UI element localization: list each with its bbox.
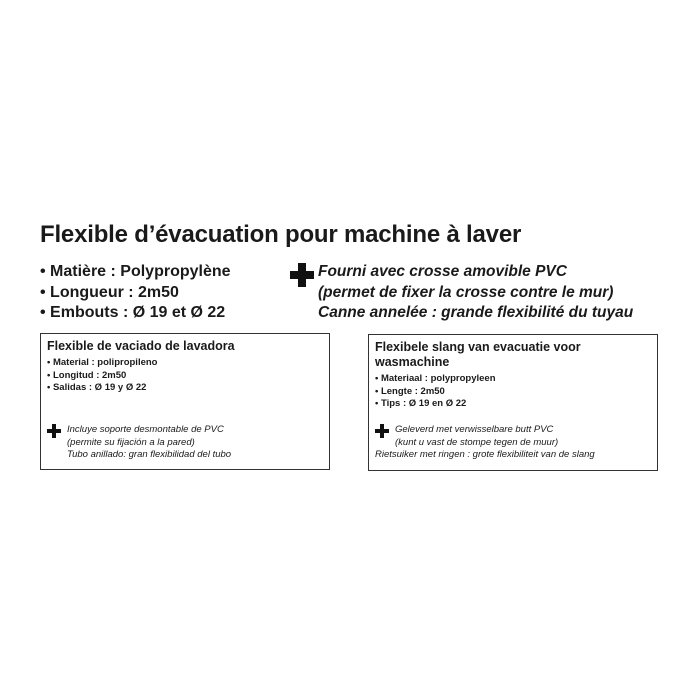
es-notes xyxy=(47,424,231,462)
fr-notes xyxy=(290,262,633,324)
plus-icon xyxy=(375,424,389,438)
es-spec-ends: • Salidas : Ø 19 y Ø 22 xyxy=(47,382,147,393)
nl-note-flexibility: Rietsuiker met ringen : grote flexibiliteit van de slang xyxy=(375,449,595,460)
fr-note-wall: (permet de fixer la crosse contre le mur) xyxy=(318,283,614,301)
nl-spec-ends: • Tips : Ø 19 en Ø 22 xyxy=(375,398,467,409)
page-title: Flexible d’évacuation pour machine à laver xyxy=(40,221,522,248)
nl-title-line2: wasmachine xyxy=(375,355,450,369)
es-spec-material: • Material : polipropileno xyxy=(47,357,158,368)
es-note-flexibility: Tubo anillado: gran flexibilidad del tubo xyxy=(67,449,232,460)
nl-spec-material: • Materiaal : polypropyleen xyxy=(375,373,496,384)
es-spec-length: • Longitud : 2m50 xyxy=(47,369,127,381)
es-box xyxy=(40,333,330,470)
nl-spec-length: • Lengte : 2m50 xyxy=(375,385,445,397)
nl-notes xyxy=(375,424,595,462)
plus-icon xyxy=(290,263,314,287)
fr-spec-material: • Matière : Polypropylène xyxy=(40,263,231,280)
fr-spec-ends: • Embouts : Ø 19 et Ø 22 xyxy=(40,304,226,321)
es-note-supplied: Incluye soporte desmontable de PVC xyxy=(67,424,224,435)
nl-note-supplied: Geleverd met verwisselbare butt PVC xyxy=(395,424,554,435)
es-note-wall: (permite su fijación a la pared) xyxy=(67,436,195,448)
plus-icon xyxy=(47,424,61,438)
es-title: Flexible de vaciado de lavadora xyxy=(47,339,235,353)
fr-spec-list xyxy=(40,262,231,324)
fr-spec-length: • Longueur : 2m50 xyxy=(40,283,179,301)
nl-title-line1: Flexibele slang van evacuatie voor xyxy=(375,340,581,354)
nl-note-wall: (kunt u vast de stompe tegen de muur) xyxy=(395,436,559,448)
fr-note-flexibility: Canne annelée : grande flexibilité du tuyau xyxy=(318,304,634,321)
fr-note-supplied: Fourni avec crosse amovible PVC xyxy=(318,263,567,280)
nl-box xyxy=(368,334,658,471)
